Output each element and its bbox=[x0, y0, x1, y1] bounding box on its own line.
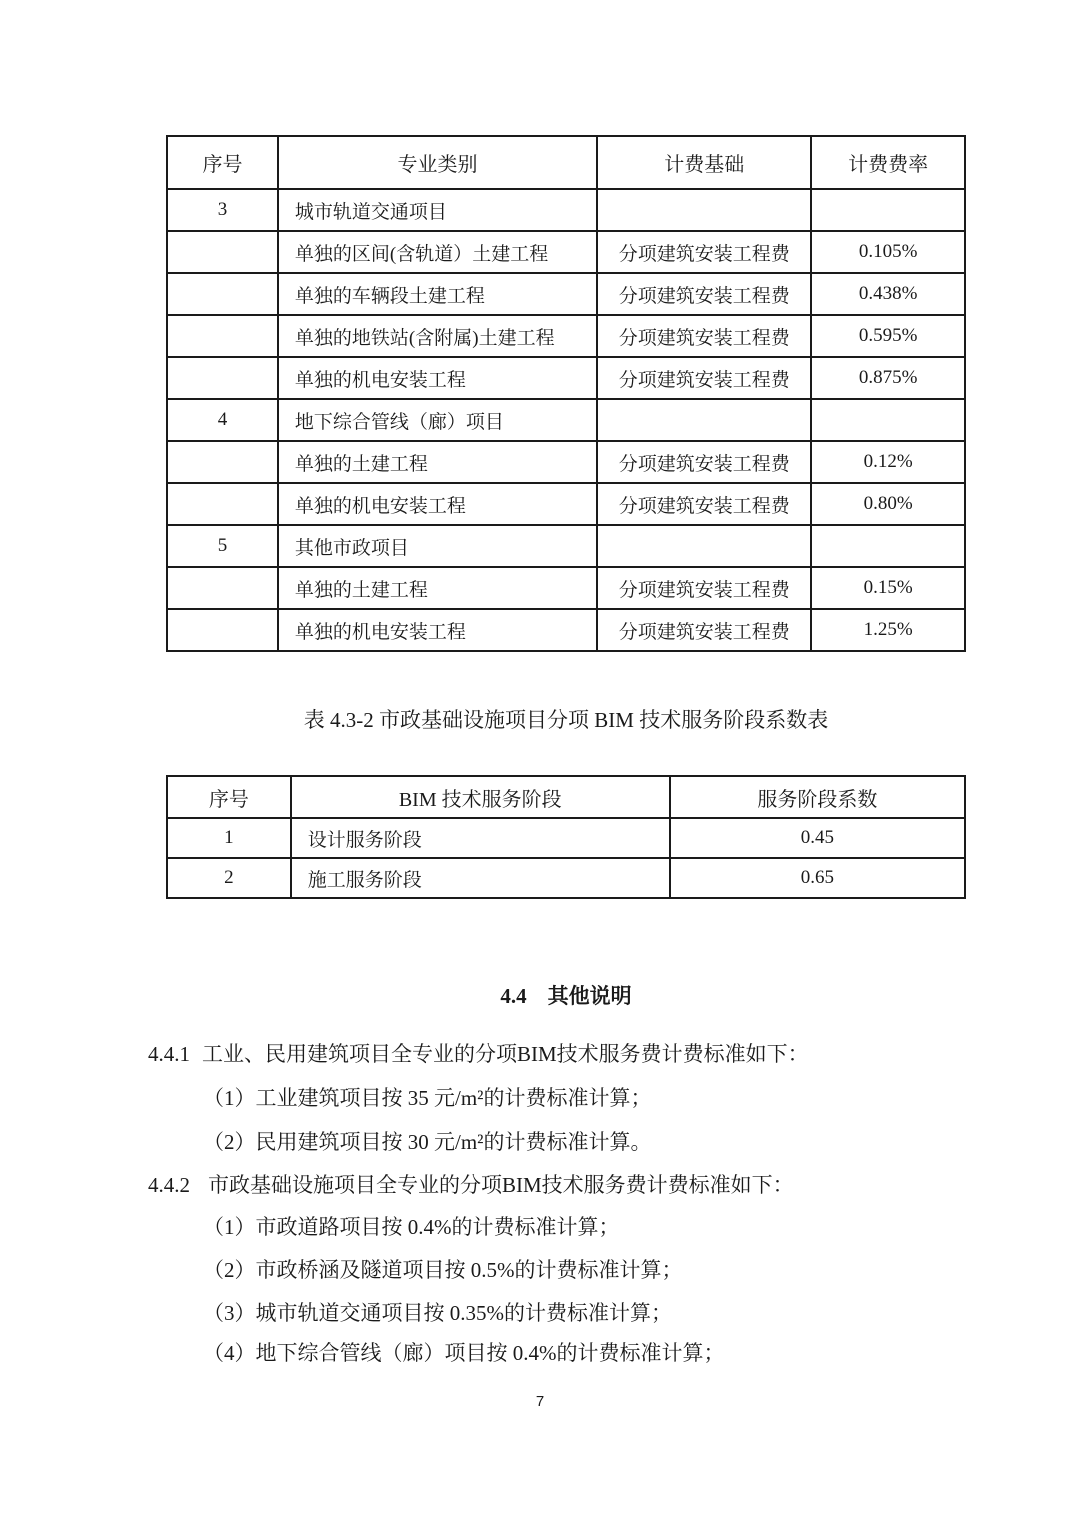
cell-no bbox=[167, 357, 278, 399]
paragraph-441 bbox=[148, 1038, 948, 1068]
cell-no bbox=[167, 315, 278, 357]
table-row bbox=[167, 357, 965, 399]
cell-no bbox=[167, 231, 278, 273]
cell-basis: 分项建筑安装工程费 bbox=[597, 357, 811, 399]
cell-category: 单独的机电安装工程 bbox=[278, 357, 597, 399]
para-441-item-1: （1）工业建筑项目按 35 元/m²的计费标准计算； bbox=[203, 1086, 652, 1110]
cell-stage: 设计服务阶段 bbox=[291, 818, 670, 858]
header-cell-category: 专业类别 bbox=[278, 136, 597, 189]
cell-no bbox=[167, 609, 278, 651]
table-row bbox=[167, 567, 965, 609]
cell-rate: 0.595% bbox=[811, 315, 965, 357]
cell-no bbox=[167, 273, 278, 315]
cell-basis bbox=[597, 189, 811, 231]
table-row bbox=[167, 525, 965, 567]
header-cell-rate: 计费费率 bbox=[811, 136, 965, 189]
table-row bbox=[167, 818, 965, 858]
cell-rate: 0.12% bbox=[811, 441, 965, 483]
table-row bbox=[167, 315, 965, 357]
cell-basis bbox=[597, 399, 811, 441]
table-row bbox=[167, 273, 965, 315]
cell-category: 单独的土建工程 bbox=[278, 441, 597, 483]
cell-basis: 分项建筑安装工程费 bbox=[597, 567, 811, 609]
para-442-item-4: （4）地下综合管线（廊）项目按 0.4%的计费标准计算； bbox=[203, 1341, 725, 1365]
cell-basis: 分项建筑安装工程费 bbox=[597, 231, 811, 273]
cell-no: 2 bbox=[167, 858, 291, 898]
cell-rate: 0.80% bbox=[811, 483, 965, 525]
table-row bbox=[167, 399, 965, 441]
cell-no: 1 bbox=[167, 818, 291, 858]
cell-coef: 0.65 bbox=[670, 858, 965, 898]
cell-rate: 0.438% bbox=[811, 273, 965, 315]
cell-no bbox=[167, 483, 278, 525]
cell-no: 3 bbox=[167, 189, 278, 231]
cell-no bbox=[167, 567, 278, 609]
header-cell-basis: 计费基础 bbox=[597, 136, 811, 189]
cell-no: 5 bbox=[167, 525, 278, 567]
cell-no bbox=[167, 441, 278, 483]
cell-no: 4 bbox=[167, 399, 278, 441]
cell-category: 单独的地铁站(含附属)土建工程 bbox=[278, 315, 597, 357]
paragraph-441-text: 工业、民用建筑项目全专业的分项BIM技术服务费计费标准如下： bbox=[202, 1042, 809, 1066]
fee-rate-table bbox=[166, 135, 966, 652]
cell-basis: 分项建筑安装工程费 bbox=[597, 609, 811, 651]
table-row bbox=[167, 483, 965, 525]
cell-basis: 分项建筑安装工程费 bbox=[597, 273, 811, 315]
header-cell-no: 序号 bbox=[167, 776, 291, 818]
paragraph-442-label: 4.4.2 bbox=[148, 1173, 190, 1197]
cell-category: 单独的区间(含轨道）土建工程 bbox=[278, 231, 597, 273]
paragraph-442 bbox=[148, 1169, 948, 1199]
header-cell-no: 序号 bbox=[167, 136, 278, 189]
cell-category: 单独的机电安装工程 bbox=[278, 483, 597, 525]
header-cell-stage: BIM 技术服务阶段 bbox=[291, 776, 670, 818]
cell-coef: 0.45 bbox=[670, 818, 965, 858]
table-header-row bbox=[167, 776, 965, 818]
cell-category: 单独的机电安装工程 bbox=[278, 609, 597, 651]
para-442-item-2: （2）市政桥涵及隧道项目按 0.5%的计费标准计算； bbox=[203, 1258, 683, 1282]
cell-basis: 分项建筑安装工程费 bbox=[597, 315, 811, 357]
cell-category: 单独的土建工程 bbox=[278, 567, 597, 609]
para-442-item-3: （3）城市轨道交通项目按 0.35%的计费标准计算； bbox=[203, 1301, 672, 1325]
paragraph-441-label: 4.4.1 bbox=[148, 1042, 190, 1066]
cell-category: 地下综合管线（廊）项目 bbox=[278, 399, 597, 441]
page-number: 7 bbox=[535, 1393, 545, 1410]
table-row bbox=[167, 609, 965, 651]
table-header-row bbox=[167, 136, 965, 189]
cell-basis: 分项建筑安装工程费 bbox=[597, 441, 811, 483]
table-row bbox=[167, 858, 965, 898]
cell-rate bbox=[811, 189, 965, 231]
section-heading: 4.4 其他说明 bbox=[500, 984, 632, 1008]
paragraph-442-text: 市政基础设施项目全专业的分项BIM技术服务费计费标准如下： bbox=[208, 1173, 794, 1197]
cell-category: 单独的车辆段土建工程 bbox=[278, 273, 597, 315]
cell-rate: 0.105% bbox=[811, 231, 965, 273]
para-441-item-2: （2）民用建筑项目按 30 元/m²的计费标准计算。 bbox=[203, 1130, 652, 1154]
table-row bbox=[167, 441, 965, 483]
para-442-item-1: （1）市政道路项目按 0.4%的计费标准计算； bbox=[203, 1215, 620, 1239]
cell-stage: 施工服务阶段 bbox=[291, 858, 670, 898]
cell-rate: 0.875% bbox=[811, 357, 965, 399]
table-caption: 表 4.3-2 市政基础设施项目分项 BIM 技术服务阶段系数表 bbox=[303, 708, 829, 732]
cell-basis bbox=[597, 525, 811, 567]
cell-rate: 1.25% bbox=[811, 609, 965, 651]
header-cell-coef: 服务阶段系数 bbox=[670, 776, 965, 818]
table-row bbox=[167, 189, 965, 231]
stage-coefficient-table bbox=[166, 775, 966, 899]
cell-category: 其他市政项目 bbox=[278, 525, 597, 567]
table-row bbox=[167, 231, 965, 273]
cell-rate bbox=[811, 399, 965, 441]
cell-category: 城市轨道交通项目 bbox=[278, 189, 597, 231]
cell-rate: 0.15% bbox=[811, 567, 965, 609]
cell-rate bbox=[811, 525, 965, 567]
cell-basis: 分项建筑安装工程费 bbox=[597, 483, 811, 525]
